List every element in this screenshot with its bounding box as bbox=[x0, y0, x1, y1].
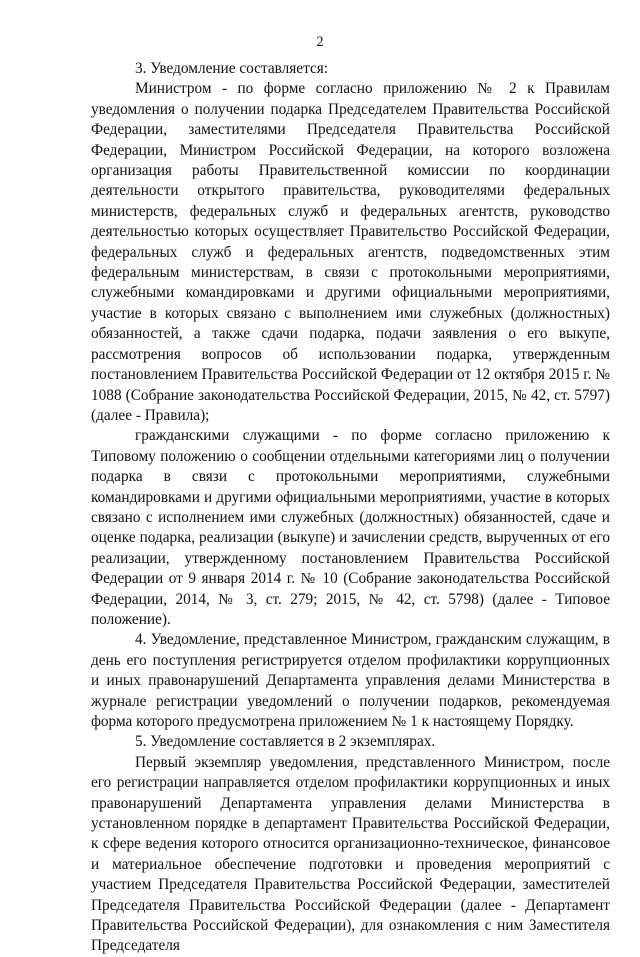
paragraph-p5a: Первый экземпляр уведомления, представленного Министром, после его регистрации направляется отделом профилактики коррупционных и иных правонарушений Департамента управления делами Министерства в установленном порядке в департамент Правительства Российской Федерации, к сфере ведения которого относится организационно-техническое, финансовое и материальное обеспечение подготовки и проведения мероприятий с участием Председателя Правительства Российской Федерации, заместителей Председателя Правительства Российской Федерации (далее - Департамент Правительства Российской Федерации), для ознакомления с ним Заместителя Председателя bbox=[91, 753, 610, 955]
paragraph-p4: 4. Уведомление, представленное Министром, гражданским служащим, в день его поступления регистрируется отделом профилактики коррупционных и иных правонарушений Департамента управления делами Министерства в журнале регистрации уведомлений о получении подарков, рекомендуемая форма которого предусмотрена приложением № 1 к настоящему Порядку. bbox=[91, 631, 610, 730]
paragraph-p5: 5. Уведомление составляется в 2 экземплярах. bbox=[135, 733, 436, 751]
document-body bbox=[91, 59, 610, 957]
paragraph-p3a: Министром - по форме согласно приложению № 2 к Правилам уведомления о получении подарка Председателем Правительства Российской Федерации, заместителями Председателя Правительства Российской Федерации, Министром Российской Федерации, на которого возложена организация работы Правительственной комиссии по координации деятельности открытого правительства, руководителями федеральных министерств, федеральных служб и федеральных агентств, руководство деятельностью которых осуществляет Правительство Российской Федерации, федеральных служб и федеральных агентств, подведомственных этим федеральным министерствам, в связи с протокольными мероприятиями, служебными командировками и другими официальными мероприятиями, участие в которых связано с выполнением ими служебных (должностных) обязанностей, а также сдачи подарка, подачи заявления о его выкупе, рассмотрения вопросов об использовании подарка, утвержденным постановлением Правительства Российской Федерации от 12 октября 2015 г. № 1088 (Собрание законодательства Российской Федерации, 2015, № 42, ст. 5797) (далее - Правила); bbox=[91, 80, 610, 424]
paragraph-p3b: гражданскими служащими - по форме согласно приложению к Типовому положению о сообщении отдельными категориями лиц о получении подарка в связи с протокольными мероприятиями, служебными командировками и другими официальными мероприятиями, участие в которых связано с исполнением ими служебных (должностных) обязанностей, сдаче и оценке подарка, реализации (выкупе) и зачислении средств, вырученных от его реализации, утвержденному постановлением Правительства Российской Федерации от 9 января 2014 г. № 10 (Собрание законодательства Российской Федерации, 2014, № 3, ст. 279; 2015, № 42, ст. 5798) (далее - Типовое положение). bbox=[91, 427, 610, 628]
paragraph-p3: 3. Уведомление составляется: bbox=[135, 60, 329, 77]
page-number: 2 bbox=[316, 34, 324, 50]
